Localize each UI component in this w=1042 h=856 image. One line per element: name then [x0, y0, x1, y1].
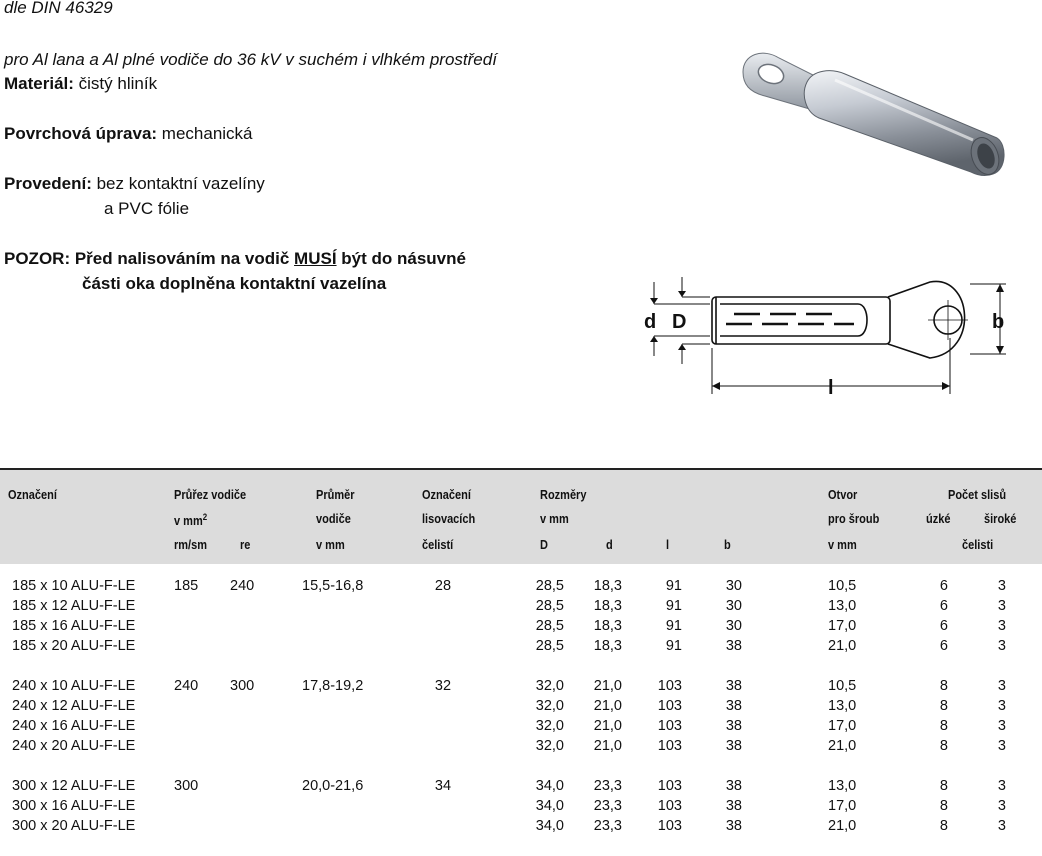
header-col-d: d: [606, 538, 613, 552]
header-col-l: l: [666, 538, 670, 552]
cell-uzke: 6: [939, 598, 948, 614]
cell-rmsm: 240: [174, 678, 199, 694]
cell-rmsm: 300: [174, 778, 199, 794]
standard-reference: dle DIN 46329: [4, 0, 113, 17]
cell-l: 91: [665, 618, 682, 634]
cell-D: 34,0: [535, 798, 564, 814]
dimension-drawing: [630, 272, 1040, 412]
cell-prumer: 15,5-16,8: [302, 578, 364, 594]
header-lis-3: čelistí: [422, 538, 454, 552]
warning-text-1a: Před nalisováním na vodič: [74, 249, 290, 268]
header-rmsm: rm/sm: [174, 538, 208, 552]
cell-otvor: 21,0: [828, 818, 857, 834]
header-oznaceni: Označení: [8, 488, 57, 502]
cell-siroke: 3: [997, 578, 1006, 594]
cell-b: 38: [725, 678, 742, 694]
cell-uzke: 6: [939, 578, 948, 594]
cell-D: 28,5: [535, 618, 564, 634]
cell-otvor: 13,0: [828, 598, 857, 614]
cell-l: 103: [657, 678, 682, 694]
cell-D: 34,0: [535, 778, 564, 794]
cell-name: 300 x 20 ALU-F-LE: [12, 818, 136, 834]
cell-otvor: 17,0: [828, 718, 857, 734]
cell-D: 32,0: [535, 678, 564, 694]
header-otvor: Otvor: [828, 488, 858, 502]
header-lis: Označení: [422, 488, 471, 502]
cell-name: 240 x 20 ALU-F-LE: [12, 738, 136, 754]
cell-D: 32,0: [535, 718, 564, 734]
header-otvor-unit: v mm: [828, 538, 857, 552]
header-rozmery-unit: v mm: [540, 512, 569, 526]
warning-line-2: části oka doplněna kontaktní vazelína: [82, 274, 387, 293]
cell-siroke: 3: [997, 678, 1006, 694]
cell-b: 38: [725, 798, 742, 814]
drawing-label-d: d: [644, 311, 657, 333]
cell-d: 18,3: [593, 618, 622, 634]
cell-l: 91: [665, 638, 682, 654]
cell-uzke: 8: [939, 778, 948, 794]
cell-name: 185 x 12 ALU-F-LE: [12, 598, 136, 614]
cell-otvor: 10,5: [828, 678, 857, 694]
cell-lis: 28: [434, 578, 452, 594]
header-rozmery: Rozměry: [540, 488, 587, 502]
cell-name: 240 x 16 ALU-F-LE: [12, 718, 136, 734]
header-col-b: b: [724, 538, 731, 552]
cell-b: 38: [725, 738, 742, 754]
warning-text-1c: být do násuvné: [341, 249, 466, 268]
cell-otvor: 21,0: [828, 738, 857, 754]
cell-d: 23,3: [593, 778, 622, 794]
cell-name: 185 x 20 ALU-F-LE: [12, 638, 136, 654]
header-uzke: úzké: [926, 512, 951, 526]
cell-l: 103: [657, 698, 682, 714]
material-label: Materiál:: [4, 74, 74, 93]
header-prumer: Průměr: [316, 488, 355, 502]
header-slisu: Počet slisů: [948, 488, 1007, 502]
cell-l: 91: [665, 578, 682, 594]
header-siroke: široké: [984, 512, 1017, 526]
cell-otvor: 21,0: [828, 638, 857, 654]
table-header: [0, 468, 1042, 564]
cell-d: 21,0: [593, 678, 622, 694]
header-prurez-unit: v $mm^2$: [174, 512, 208, 529]
cell-siroke: 3: [997, 778, 1006, 794]
cell-siroke: 3: [997, 818, 1006, 834]
cell-d: 23,3: [593, 798, 622, 814]
header-prumer-unit: v mm: [316, 538, 345, 552]
cell-uzke: 8: [939, 798, 948, 814]
cell-siroke: 3: [997, 718, 1006, 734]
cell-siroke: 3: [997, 738, 1006, 754]
cell-D: 28,5: [535, 598, 564, 614]
warning-line-1: [4, 249, 466, 269]
cell-b: 30: [725, 618, 742, 634]
cell-name: 240 x 10 ALU-F-LE: [12, 678, 136, 694]
surface-label: Povrchová úprava:: [4, 124, 158, 143]
cell-rmsm: 185: [174, 578, 199, 594]
cell-prumer: 20,0-21,6: [302, 778, 364, 794]
design-label: Provedení:: [4, 174, 92, 193]
design-value-1: bez kontaktní vazelíny: [96, 174, 265, 193]
cell-siroke: 3: [997, 698, 1006, 714]
header-re: re: [240, 538, 251, 552]
cell-d: 21,0: [593, 718, 622, 734]
cell-d: 21,0: [593, 698, 622, 714]
header-prurez: Průřez vodiče: [174, 488, 247, 502]
cell-b: 30: [725, 598, 742, 614]
cell-siroke: 3: [997, 798, 1006, 814]
cable-lug-photo: [735, 42, 1015, 192]
cell-b: 38: [725, 818, 742, 834]
cell-lis: 34: [434, 778, 452, 794]
cell-lis: 32: [434, 678, 452, 694]
drawing-label-D: D: [672, 311, 687, 333]
cell-uzke: 8: [939, 678, 948, 694]
cell-l: 103: [657, 738, 682, 754]
cell-D: 32,0: [535, 738, 564, 754]
cell-uzke: 6: [939, 638, 948, 654]
header-otvor-2: pro šroub: [828, 512, 880, 526]
surface-line: [4, 124, 253, 144]
surface-value: mechanická: [161, 124, 253, 143]
cell-uzke: 8: [939, 698, 948, 714]
cell-otvor: 13,0: [828, 778, 857, 794]
cell-name: 240 x 12 ALU-F-LE: [12, 698, 136, 714]
drawing-label-b: b: [992, 311, 1005, 333]
cell-uzke: 8: [939, 718, 948, 734]
cell-l: 103: [657, 778, 682, 794]
cell-siroke: 3: [997, 598, 1006, 614]
cell-d: 18,3: [593, 578, 622, 594]
cell-uzke: 6: [939, 618, 948, 634]
design-value-2: a PVC fólie: [104, 199, 190, 218]
cell-l: 91: [665, 598, 682, 614]
cell-name: 300 x 12 ALU-F-LE: [12, 778, 136, 794]
cell-uzke: 8: [939, 738, 948, 754]
cell-otvor: 17,0: [828, 618, 857, 634]
cell-otvor: 13,0: [828, 698, 857, 714]
material-line: [4, 74, 157, 94]
cell-re: 240: [230, 578, 255, 594]
cell-d: 23,3: [593, 818, 622, 834]
cell-otvor: 17,0: [828, 798, 857, 814]
header-celisti: čelisti: [962, 538, 994, 552]
drawing-label-l: l: [828, 377, 834, 399]
cell-D: 28,5: [535, 578, 564, 594]
cell-uzke: 8: [939, 818, 948, 834]
cell-D: 34,0: [535, 818, 564, 834]
warning-label: POZOR:: [4, 249, 71, 268]
cell-re: 300: [230, 678, 255, 694]
cell-b: 38: [725, 778, 742, 794]
cell-b: 38: [725, 698, 742, 714]
cell-b: 30: [725, 578, 742, 594]
cell-b: 38: [725, 638, 742, 654]
cell-siroke: 3: [997, 618, 1006, 634]
cell-siroke: 3: [997, 638, 1006, 654]
cell-l: 103: [657, 718, 682, 734]
cell-D: 32,0: [535, 698, 564, 714]
header-prumer-2: vodiče: [316, 512, 351, 526]
cell-b: 38: [725, 718, 742, 734]
cell-prumer: 17,8-19,2: [302, 678, 364, 694]
cell-name: 300 x 16 ALU-F-LE: [12, 798, 136, 814]
cell-name: 185 x 10 ALU-F-LE: [12, 578, 136, 594]
cell-d: 18,3: [593, 598, 622, 614]
cell-otvor: 10,5: [828, 578, 857, 594]
cell-D: 28,5: [535, 638, 564, 654]
cell-l: 103: [657, 798, 682, 814]
cell-d: 21,0: [593, 738, 622, 754]
cell-l: 103: [657, 818, 682, 834]
material-value: čistý hliník: [78, 74, 158, 93]
warning-emphasis: MUSÍ: [294, 249, 337, 268]
header-col-D: D: [540, 538, 548, 552]
header-lis-2: lisovacích: [422, 512, 476, 526]
cell-name: 185 x 16 ALU-F-LE: [12, 618, 136, 634]
usage-description: pro Al lana a Al plné vodiče do 36 kV v suchém i vlhkém prostředí: [4, 50, 497, 69]
cell-d: 18,3: [593, 638, 622, 654]
design-line: [4, 174, 265, 194]
